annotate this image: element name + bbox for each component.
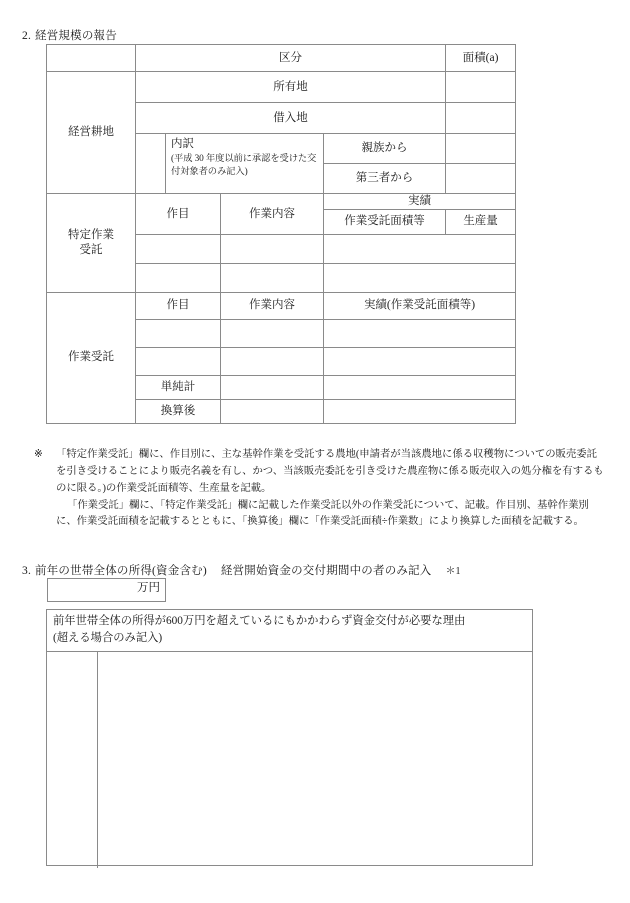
section-2-heading	[22, 28, 117, 45]
kariirechi-value-cell[interactable]	[446, 103, 516, 134]
section-3-condition: 経営開始資金の交付期間中の者のみ記入	[220, 565, 432, 577]
tokutei-sakumoku-value-2[interactable]	[136, 263, 221, 292]
shoyuchi-label: 所有地	[273, 80, 308, 93]
keiei-kouchi-label-cell	[47, 72, 136, 194]
sagyou-naiyou-value-2[interactable]	[221, 347, 324, 375]
reason-input-area[interactable]	[98, 652, 532, 868]
section-3-asterisk: ＊1	[445, 566, 461, 577]
tokutei-jisseki-value-2[interactable]	[324, 263, 516, 292]
sagyou-sakumoku-label: 作目	[166, 299, 190, 312]
kansango-label: 換算後	[160, 404, 196, 417]
naiyaku-daisansha-value-cell[interactable]	[446, 164, 516, 194]
tokutei-menseki-header	[324, 209, 446, 234]
tokutei-sakumoku-header	[136, 194, 221, 235]
tokutei-sagyou-naiyou-value-2[interactable]	[221, 263, 324, 292]
naiyaku-daisansha-label: 第三者から	[355, 172, 414, 185]
sagyou-jisseki-label: 実績(作業受託面積等)	[363, 299, 476, 312]
tokutei-sagyou-naiyou-label: 作業内容	[249, 207, 295, 220]
tokutei-sakumoku-label: 作目	[166, 207, 190, 220]
naiyaku-shinzoku-label-cell	[324, 134, 446, 164]
table-header-row	[47, 45, 516, 72]
header-kubun-cell	[136, 45, 446, 72]
tokutei-label-line2: 受託	[79, 243, 103, 256]
note-paragraph-2: 「作業受託」欄に、「特定作業受託」欄に記載した作業受託以外の作業受託について、記載。作目別、基幹作業別に、作業受託面積を記載するとともに、「換算後」欄に「作業受託面積÷作業数」により換算した面積を記載する。	[56, 499, 589, 528]
tokutei-menseki-label: 作業受託面積等	[344, 215, 425, 228]
section-3-number: 3.	[22, 565, 32, 577]
naiyaku-shinzoku-value-cell[interactable]	[446, 134, 516, 164]
tokutei-seisanryou-header	[446, 209, 516, 234]
reason-header-line-2: (超える場合のみ記入)	[53, 631, 163, 644]
tokutei-seisanryou-label: 生産量	[463, 215, 498, 228]
income-amount-box[interactable]	[47, 578, 166, 602]
naiyaku-shinzoku-label: 親族から	[361, 142, 408, 155]
section-2-number: 2.	[22, 30, 32, 42]
section-2-notes	[34, 447, 606, 531]
sagyou-jisseki-value-1[interactable]	[324, 319, 516, 347]
header-menseki-cell	[446, 45, 516, 72]
kariirechi-label-cell	[136, 103, 446, 134]
row-shoyuchi	[47, 72, 516, 103]
reason-box	[46, 609, 533, 866]
reason-gutter-column	[47, 652, 98, 868]
tokutei-jisseki-value-1[interactable]	[324, 234, 516, 263]
tokutei-label-line1: 特定作業	[68, 229, 114, 242]
kariirechi-label: 借入地	[273, 111, 308, 124]
tanjunkei-label: 単純計	[160, 380, 196, 393]
tanjunkei-jisseki-value[interactable]	[324, 375, 516, 399]
sagyou-jisseki-header	[324, 292, 516, 319]
header-kubun-label: 区分	[279, 51, 303, 64]
note-body	[56, 447, 606, 531]
naiyaku-indent-spacer	[136, 134, 166, 194]
note-marker: ※	[34, 449, 43, 460]
kansango-jisseki-value[interactable]	[324, 399, 516, 423]
shoyuchi-value-cell[interactable]	[446, 72, 516, 103]
header-spacer-cell	[47, 45, 136, 72]
naiyaku-subtitle: (平成 30 年度以前に承認を受けた交付対象者のみ記入)	[171, 153, 317, 177]
sagyou-naiyou-label: 作業内容	[249, 299, 295, 312]
business-scale-table	[46, 44, 516, 424]
section-3-title: 前年の世帯全体の所得(資金含む)	[35, 565, 207, 577]
kansango-label-cell	[136, 399, 221, 423]
sagyou-sakumoku-header	[136, 292, 221, 319]
keiei-kouchi-label: 経営耕地	[68, 126, 114, 139]
header-menseki-label: 面積(a)	[462, 51, 499, 64]
naiyaku-title: 内訳	[171, 138, 194, 150]
tokutei-jisseki-label: 実績	[408, 195, 432, 207]
reason-body	[47, 652, 532, 868]
row-sagyou-jutaku-header	[47, 292, 516, 319]
reason-header-line-1: 前年世帯全体の所得が600万円を超えているにもかかわらず資金交付が必要な理由	[53, 615, 466, 627]
sagyou-sakumoku-value-2[interactable]	[136, 347, 221, 375]
kansango-naiyou-value[interactable]	[221, 399, 324, 423]
sagyou-jutaku-label: 作業受託	[68, 351, 114, 364]
note-paragraph-1: 「特定作業受託」欄に、作目別に、主な基幹作業を受託する農地(申請者が当該農地に係る収穫物についての販売委託を引き受けることにより販売名義を有し、かつ、当該販売委託を引き受けた農産物に係る販売収入の処分権を有するものに限る。)の作業受託面積等、生産量を記載。	[56, 449, 604, 494]
sagyou-sakumoku-value-1[interactable]	[136, 319, 221, 347]
tanjunkei-label-cell	[136, 375, 221, 399]
tokutei-label-cell	[47, 194, 136, 293]
naiyaku-cell	[166, 134, 324, 194]
row-tokutei-header-1	[47, 194, 516, 210]
tokutei-sakumoku-value-1[interactable]	[136, 234, 221, 263]
tokutei-sagyou-naiyou-header	[221, 194, 324, 235]
sagyou-naiyou-value-1[interactable]	[221, 319, 324, 347]
sagyou-jisseki-value-2[interactable]	[324, 347, 516, 375]
tanjunkei-naiyou-value[interactable]	[221, 375, 324, 399]
section-2-title: 経営規模の報告	[35, 30, 117, 42]
sagyou-jutaku-label-cell	[47, 292, 136, 423]
tokutei-sagyou-naiyou-value-1[interactable]	[221, 234, 324, 263]
shoyuchi-label-cell	[136, 72, 446, 103]
income-amount-unit: 万円	[137, 582, 160, 594]
tokutei-jisseki-header	[324, 194, 516, 210]
naiyaku-daisansha-label-cell	[324, 164, 446, 194]
reason-header	[47, 610, 532, 652]
sagyou-naiyou-header	[221, 292, 324, 319]
